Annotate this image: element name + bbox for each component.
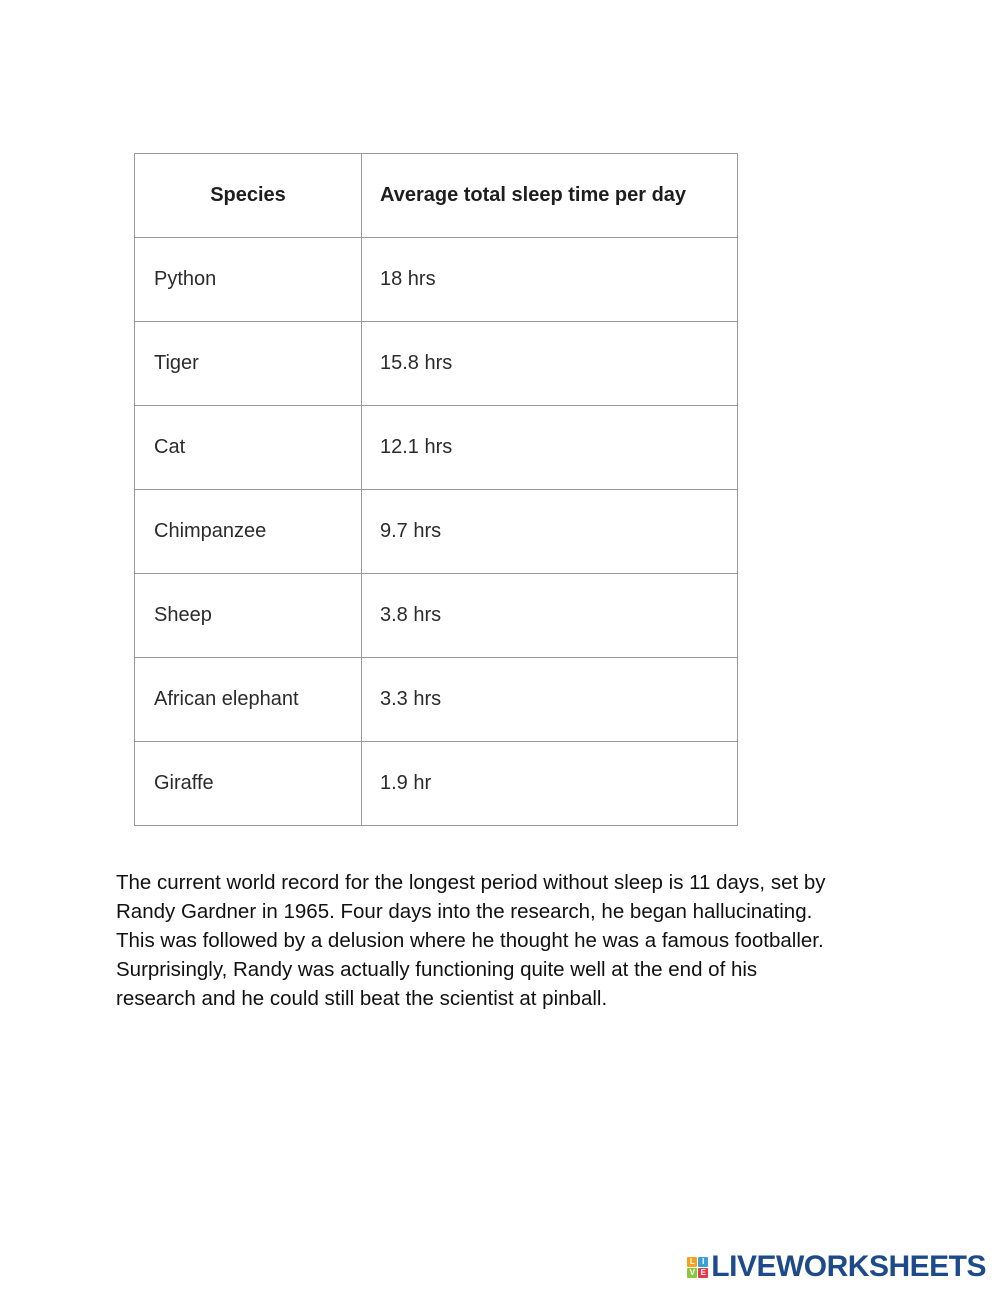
table-row (135, 490, 738, 574)
paragraph-line: research and he could still beat the scientist at pinball. (116, 987, 608, 1010)
table-row (135, 322, 738, 406)
species-cell: African elephant (135, 658, 362, 742)
sleep-time-cell: 3.3 hrs (362, 658, 738, 742)
species-column-header: Species (135, 154, 362, 238)
world-record-paragraph (116, 868, 916, 1013)
paragraph-line: This was followed by a delusion where he thought he was a famous footballer. (116, 929, 824, 952)
sleep-time-cell: 3.8 hrs (362, 574, 738, 658)
species-cell: Sheep (135, 574, 362, 658)
sleep-time-cell: 12.1 hrs (362, 406, 738, 490)
sleep-time-cell: 18 hrs (362, 238, 738, 322)
sleep-time-cell: 1.9 hr (362, 742, 738, 826)
table-row (135, 406, 738, 490)
paragraph-line: Surprisingly, Randy was actually functioning quite well at the end of his (116, 958, 758, 981)
species-cell: Chimpanzee (135, 490, 362, 574)
species-cell: Cat (135, 406, 362, 490)
sleep-time-cell: 9.7 hrs (362, 490, 738, 574)
table-row (135, 574, 738, 658)
species-cell: Tiger (135, 322, 362, 406)
table-row (135, 658, 738, 742)
species-cell: Giraffe (135, 742, 362, 826)
sleep-time-column-header: Average total sleep time per day (362, 154, 738, 238)
table-row (135, 238, 738, 322)
table-row (135, 742, 738, 826)
liveworksheets-branding (687, 1252, 986, 1282)
paragraph-line: Randy Gardner in 1965. Four days into the research, he began hallucinating. (116, 900, 813, 923)
table-header-row (135, 154, 738, 238)
paragraph-line: The current world record for the longest period without sleep is 11 days, set by (116, 871, 826, 894)
liveworksheets-logo-icon: L I V E (687, 1257, 708, 1278)
liveworksheets-wordmark: LIVEWORKSHEETS (711, 1250, 986, 1283)
sleep-time-table (134, 153, 738, 826)
species-cell: Python (135, 238, 362, 322)
sleep-time-cell: 15.8 hrs (362, 322, 738, 406)
